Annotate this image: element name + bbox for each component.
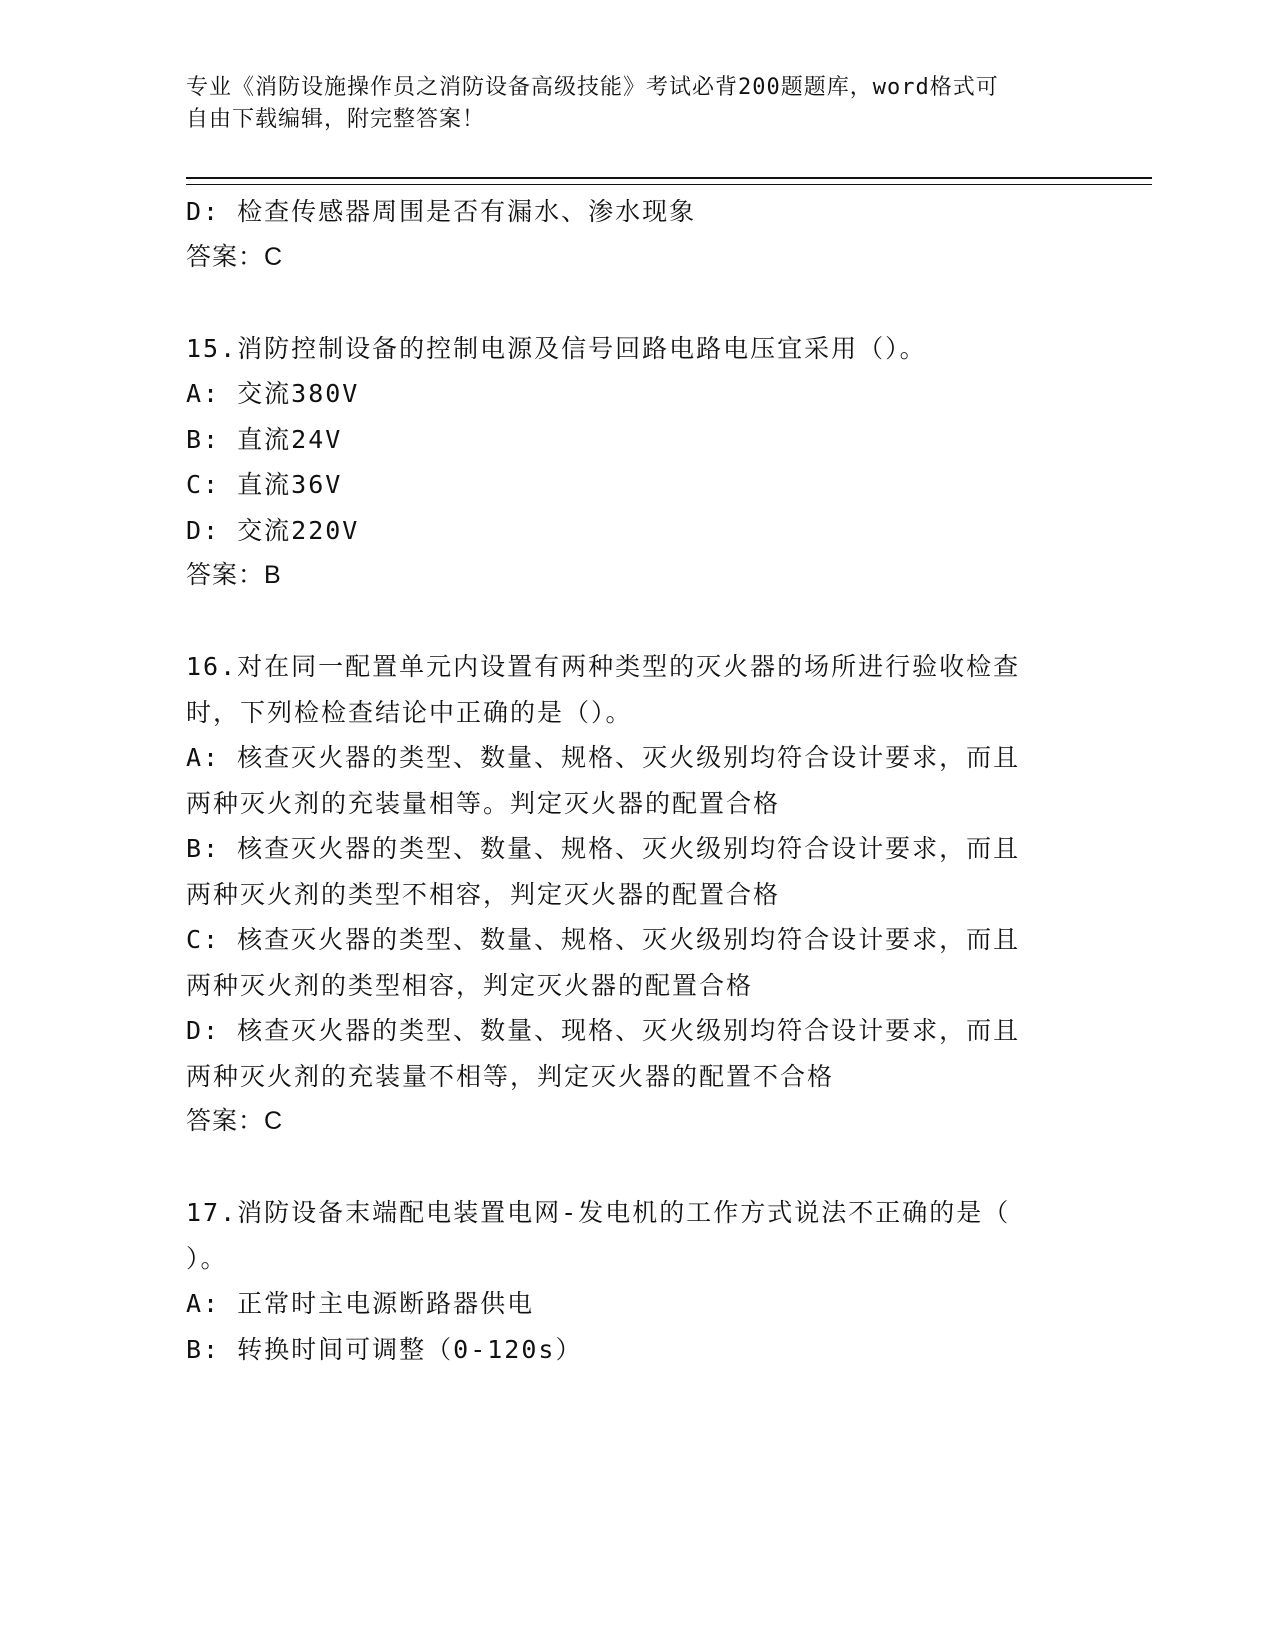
question-15 [186,326,1086,599]
option-b-line-1: B: 核查灭火器的类型、数量、规格、灭火级别均符合设计要求，而且 [186,834,1021,863]
question-stem-line-1: 17.消防设备末端配电装置电网-发电机的工作方式说法不正确的是（ [186,1198,1011,1227]
option-a-line-1: A: 核查灭火器的类型、数量、规格、灭火级别均符合设计要求，而且 [186,743,1021,772]
spacer [186,280,1086,326]
spacer [186,1145,1086,1191]
answer-line: 答案：C [186,242,284,271]
option-a: A: 正常时主电源断路器供电 [186,1289,535,1318]
question-stem-line-2: ）。 [186,1243,228,1273]
prev-question-tail [186,189,1086,280]
answer-line: 答案：C [186,1107,284,1135]
header-line-1: 专业《消防设施操作员之消防设备高级技能》考试必背200题题库，word格式可 [186,75,999,100]
option-c-line-1: C: 核查灭火器的类型、数量、规格、灭火级别均符合设计要求，而且 [186,925,1021,954]
document-header [186,72,1066,136]
question-stem: 15.消防控制设备的控制电源及信号回路电路电压宜采用（）。 [186,333,927,363]
option-d-line-1: D: 核查灭火器的类型、数量、现格、灭火级别均符合设计要求，而且 [186,1016,1021,1045]
option-a-line-2: 两种灭火剂的充装量相等。判定灭火器的配置合格 [186,788,781,818]
option-d: D: 检查传感器周围是否有漏水、渗水现象 [186,197,697,226]
option-c-line-2: 两种灭火剂的类型相容，判定灭火器的配置合格 [186,970,754,1000]
header-line-2: 自由下载编辑，附完整答案！ [186,107,486,132]
spacer [186,599,1086,645]
option-a: A: 交流380V [186,379,360,408]
question-17 [186,1190,1086,1372]
question-content [186,189,1086,1372]
header-divider [186,177,1152,185]
question-stem-line-2: 时，下列检检查结论中正确的是（）。 [186,697,633,727]
option-b: B: 直流24V [186,424,343,454]
option-c: C: 直流36V [186,470,343,499]
answer-line: 答案：B [186,561,282,589]
question-16 [186,644,1086,1145]
question-stem-line-1: 16.对在同一配置单元内设置有两种类型的灭火器的场所进行验收检查 [186,652,1021,681]
option-b-line-2: 两种灭火剂的类型不相容，判定灭火器的配置合格 [186,879,781,909]
option-b: B: 转换时间可调整（0-120s） [186,1334,583,1364]
option-d: D: 交流220V [186,515,360,545]
option-d-line-2: 两种灭火剂的充装量不相等，判定灭火器的配置不合格 [186,1061,835,1091]
